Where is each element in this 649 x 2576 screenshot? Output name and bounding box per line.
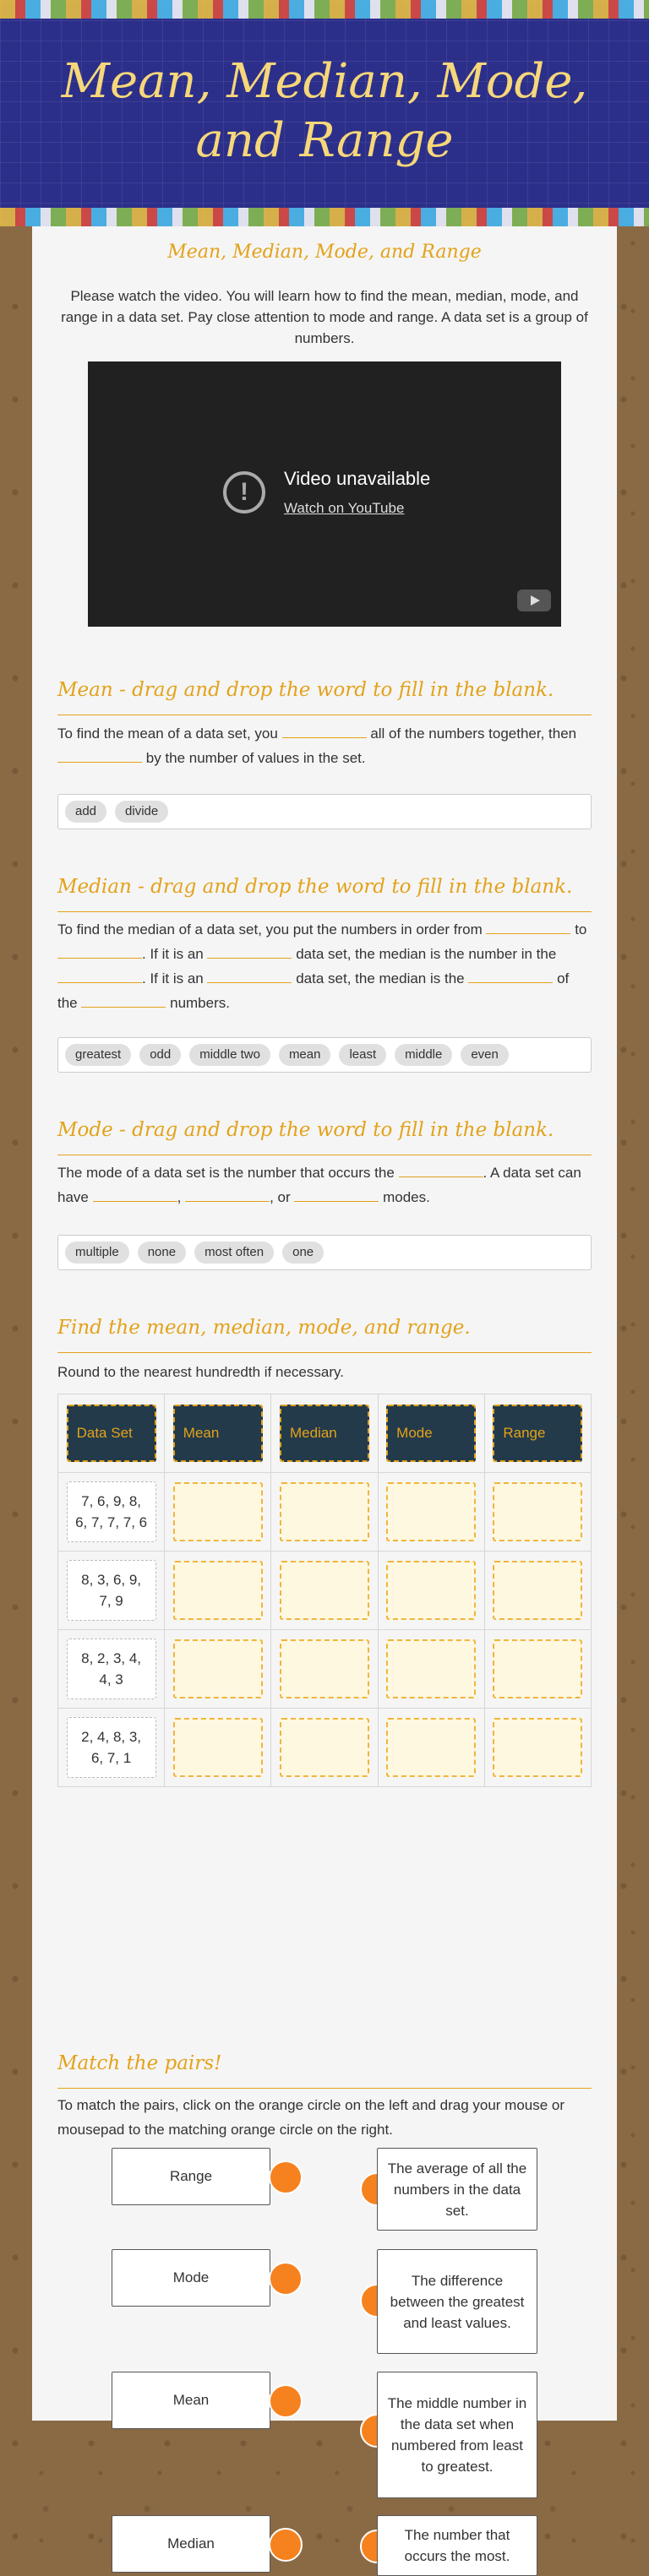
median-blank-6[interactable] — [468, 967, 553, 983]
mean-text-1: To find the mean of a data set, you — [57, 726, 278, 742]
mode-text-2: . A data set can have — [57, 1165, 581, 1205]
drop-zone[interactable] — [280, 1561, 369, 1620]
drop-zone[interactable] — [493, 1639, 582, 1698]
mean-blank-2[interactable] — [57, 747, 142, 763]
drop-zone[interactable] — [493, 1561, 582, 1620]
drop-zone[interactable] — [173, 1718, 263, 1777]
match-left-median: Median — [112, 2515, 270, 2573]
word-chip[interactable]: mean — [279, 1044, 331, 1066]
intro-text: Please watch the video. You will learn how to find the mean, median, mode, and range in a data set. Pay close attention to mode and range. A data set is a group of numbers. — [61, 288, 588, 346]
mean-sentence — [57, 721, 592, 770]
word-chip[interactable]: most often — [194, 1242, 274, 1264]
mode-text-1: The mode of a data set is the number that occurs the — [57, 1165, 395, 1181]
match-left-mode: Mode — [112, 2249, 270, 2307]
mean-blank-1[interactable] — [282, 722, 367, 738]
table-title: Find the mean, median, mode, and range. — [57, 1317, 471, 1339]
word-chip[interactable]: add — [65, 801, 106, 823]
median-text-3: . If it is an — [142, 946, 204, 962]
word-chip[interactable]: one — [282, 1242, 324, 1264]
median-blank-5[interactable] — [207, 967, 292, 983]
video-status: Video unavailable — [284, 468, 431, 489]
mode-blank-3[interactable] — [185, 1186, 270, 1202]
drop-zone[interactable] — [493, 1482, 582, 1541]
median-title: Median - drag and drop the word to fill in the blank. — [57, 876, 573, 898]
doodle-border-top — [0, 0, 649, 19]
word-chip[interactable]: none — [138, 1242, 186, 1264]
match-left-range: Range — [112, 2148, 270, 2205]
median-text-7: of the — [57, 970, 570, 1011]
median-blank-7[interactable] — [81, 992, 166, 1008]
mean-text-2: all of the numbers together, then — [370, 726, 577, 742]
alert-icon: ! — [223, 471, 265, 514]
mode-title: Mode - drag and drop the word to fill in the blank. — [57, 1119, 554, 1141]
median-text-5: . If it is an — [142, 970, 204, 986]
match-right-most: The number that occurs the most. — [377, 2515, 537, 2576]
match-divider — [57, 2088, 592, 2089]
match-right-average: The average of all the numbers in the data set. — [377, 2148, 537, 2231]
intro-title: Mean, Median, Mode, and Range — [167, 242, 482, 263]
table-row — [58, 1552, 592, 1630]
page-title: Mean, Median, Mode, and Range — [61, 54, 588, 168]
median-text-4: data set, the median is the number in the — [296, 946, 557, 962]
median-blank-3[interactable] — [207, 943, 292, 959]
mode-sentence — [57, 1160, 592, 1209]
answer-table — [57, 1394, 592, 1787]
mode-blank-4[interactable] — [294, 1186, 379, 1202]
match-instructions: To match the pairs, click on the orange circle on the left and drag your mouse or mousepad to the matching orange circle on the right. — [57, 2097, 565, 2138]
drop-zone[interactable] — [173, 1561, 263, 1620]
mean-text-3: by the number of values in the set. — [145, 750, 366, 766]
watch-on-youtube-link[interactable]: Watch on YouTube — [284, 500, 405, 516]
drop-zone[interactable] — [173, 1482, 263, 1541]
doodle-border-bottom — [0, 208, 649, 226]
mode-word-bank — [57, 1235, 592, 1270]
table-instructions: Round to the nearest hundredth if necessary. — [57, 1364, 344, 1380]
table-header-row — [58, 1394, 592, 1473]
youtube-logo-icon[interactable] — [517, 590, 551, 611]
header-mean: Mean — [173, 1405, 263, 1462]
match-title: Match the pairs! — [57, 2052, 222, 2074]
word-chip[interactable]: divide — [115, 801, 168, 823]
match-left-dot[interactable] — [269, 2384, 303, 2418]
drop-zone[interactable] — [280, 1639, 369, 1698]
word-chip[interactable]: least — [339, 1044, 386, 1066]
header-median: Median — [280, 1405, 369, 1462]
header-range: Range — [493, 1405, 582, 1462]
drop-zone[interactable] — [386, 1482, 476, 1541]
worksheet — [32, 226, 617, 2564]
match-left-mean: Mean — [112, 2372, 270, 2429]
median-text-6: data set, the median is the — [296, 970, 465, 986]
table-divider — [57, 1352, 592, 1353]
video-player[interactable] — [88, 361, 561, 627]
mean-word-bank — [57, 794, 592, 829]
word-chip[interactable]: middle — [395, 1044, 452, 1066]
median-blank-4[interactable] — [57, 967, 142, 983]
drop-zone[interactable] — [386, 1561, 476, 1620]
median-sentence — [57, 917, 592, 1015]
match-left-dot[interactable] — [269, 2262, 303, 2296]
median-text-2: to — [575, 921, 587, 937]
header-data-set: Data Set — [67, 1405, 156, 1462]
word-chip[interactable]: greatest — [65, 1044, 131, 1066]
word-chip[interactable]: odd — [139, 1044, 181, 1066]
table-row — [58, 1630, 592, 1709]
median-word-bank — [57, 1037, 592, 1073]
match-left-dot[interactable] — [269, 2528, 303, 2562]
match-right-middle: The middle number in the data set when numbered from least to greatest. — [377, 2372, 537, 2498]
header-mode: Mode — [386, 1405, 476, 1462]
mode-blank-1[interactable] — [399, 1161, 483, 1177]
mode-blank-2[interactable] — [93, 1186, 177, 1202]
data-set-cell: 8, 2, 3, 4, 4, 3 — [67, 1639, 156, 1699]
drop-zone[interactable] — [493, 1718, 582, 1777]
match-left-dot[interactable] — [269, 2160, 303, 2194]
data-set-cell: 2, 4, 8, 3, 6, 7, 1 — [67, 1717, 156, 1778]
drop-zone[interactable] — [386, 1718, 476, 1777]
median-text-1: To find the median of a data set, you put the numbers in order from — [57, 921, 483, 937]
table-row — [58, 1473, 592, 1552]
word-chip[interactable]: multiple — [65, 1242, 129, 1264]
median-blank-2[interactable] — [57, 943, 142, 959]
median-divider — [57, 911, 592, 912]
median-text-8: numbers. — [170, 995, 230, 1011]
drop-zone[interactable] — [386, 1639, 476, 1698]
drop-zone[interactable] — [280, 1482, 369, 1541]
drop-zone[interactable] — [280, 1718, 369, 1777]
title-banner — [0, 0, 649, 226]
median-blank-1[interactable] — [486, 918, 570, 934]
mean-title: Mean - drag and drop the word to fill in the blank. — [57, 679, 554, 701]
word-chip[interactable]: even — [461, 1044, 509, 1066]
data-set-cell: 8, 3, 6, 9, 7, 9 — [67, 1560, 156, 1621]
mode-text-5: modes. — [383, 1189, 430, 1205]
table-row — [58, 1709, 592, 1787]
mode-text-4: , or — [270, 1189, 291, 1205]
data-set-cell: 7, 6, 9, 8, 6, 7, 7, 7, 6 — [67, 1481, 156, 1542]
match-right-difference: The difference between the greatest and least values. — [377, 2249, 537, 2354]
word-chip[interactable]: middle two — [189, 1044, 270, 1066]
drop-zone[interactable] — [173, 1639, 263, 1698]
mode-text-3: , — [177, 1189, 182, 1205]
